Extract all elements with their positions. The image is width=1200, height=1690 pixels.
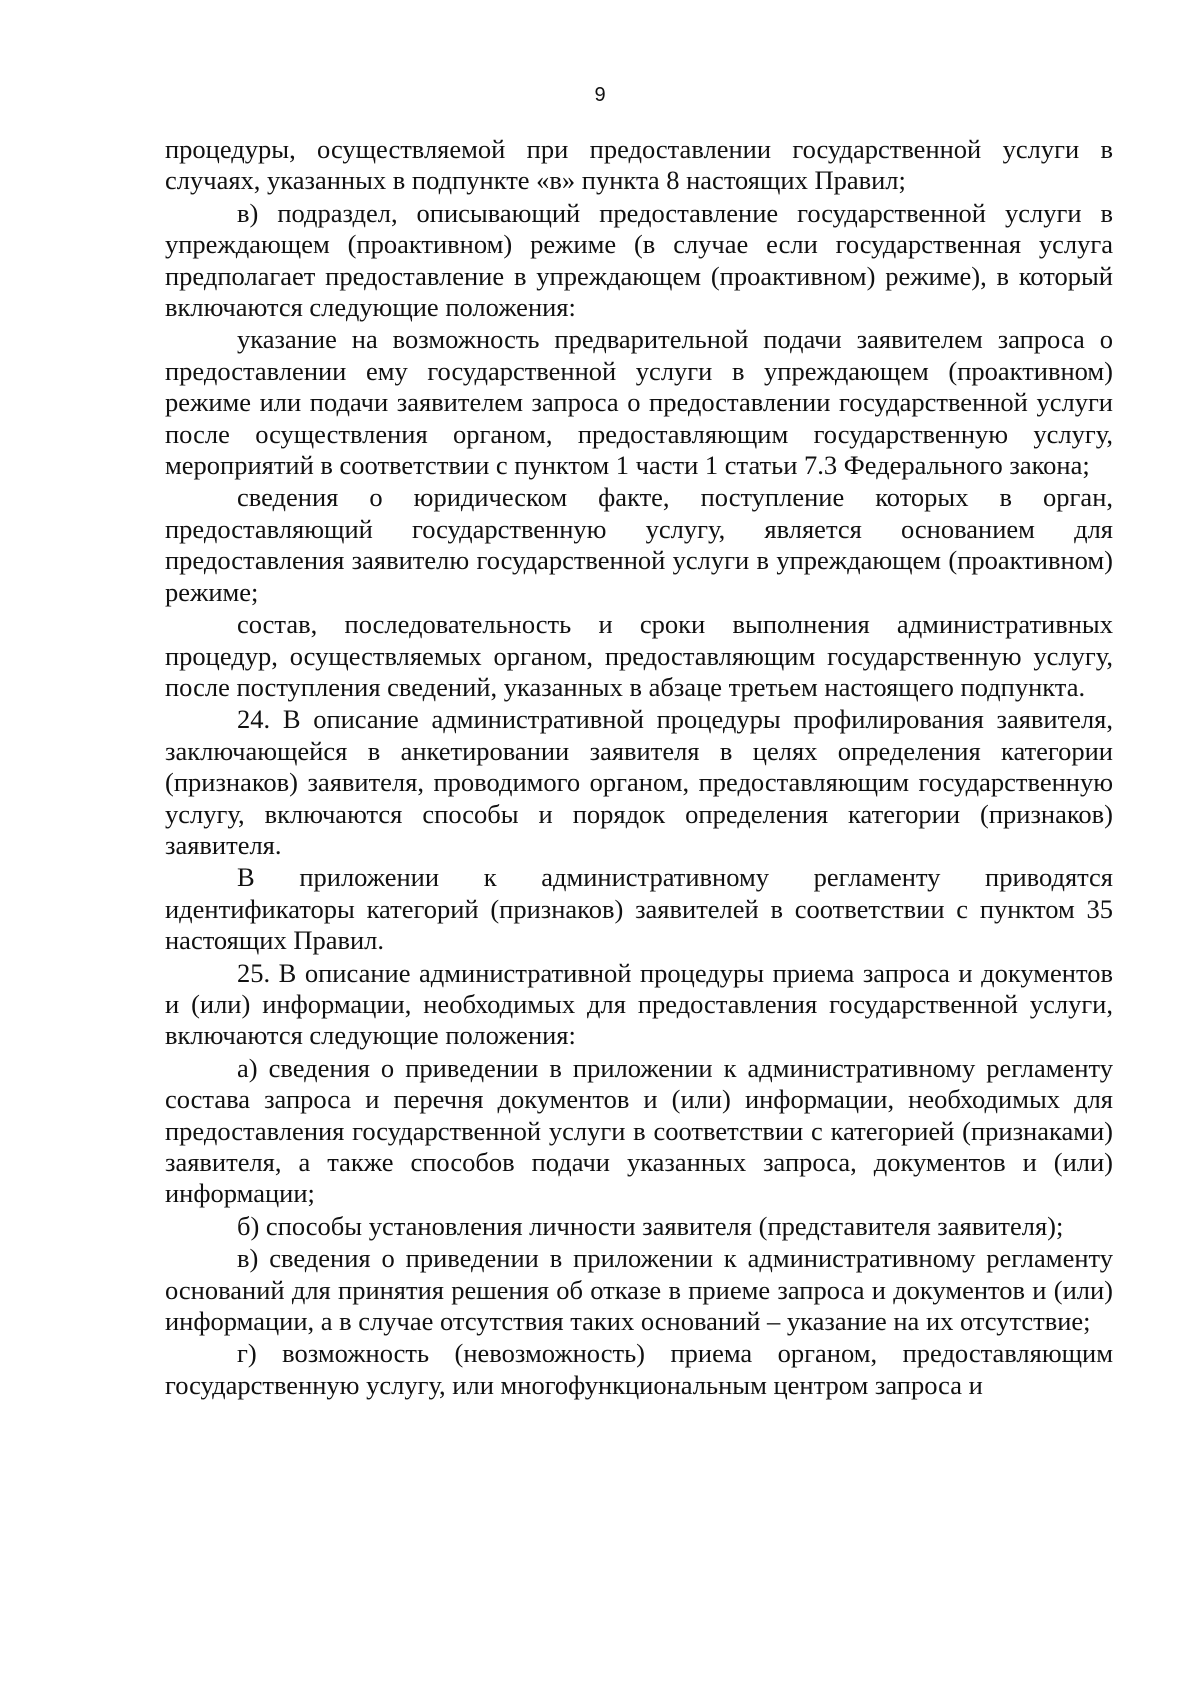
paragraph-item-24: 24. В описание административной процедуры профилирования заявителя, заключающейся в анкетировании заявителя в целях определения категории (признаков) заявителя, проводимого органом, предоставляющим государственную услугу, включаются способы и порядок определения категории (признаков) заявителя. [165,704,1113,860]
paragraph-subitem-g: г) возможность (невозможность) приема органом, предоставляющим государственную услугу, или многофункциональным центром запроса и [165,1338,1113,1400]
paragraph-indication: указание на возможность предварительной подачи заявителем запроса о предоставлении ему государственной услуги в упреждающем (проактивном) режиме или подачи заявителем запроса о предоставлении государственной услуги после осуществления органом, предоставляющим государственную услугу, мероприятий в соответствии с пунктом 1 части 1 статьи 7.3 Федерального закона; [165,324,1113,481]
paragraph-subitem-v: в) сведения о приведении в приложении к административному регламенту оснований для принятия решения об отказе в приеме запроса и документов и (или) информации, а в случае отсутствия таких оснований – указание на их отсутствие; [165,1243,1113,1337]
page-number: 9 [594,84,606,106]
paragraph-composition: состав, последовательность и сроки выполнения административных процедур, осуществляемых органом, предоставляющим государственную услугу, после поступления сведений, указанных в абзаце третьем настоящего подпункта. [165,609,1113,702]
paragraph-subitem-b: б) способы установления личности заявителя (представителя заявителя); [237,1210,1064,1241]
paragraph-item-25: 25. В описание административной процедуры приема запроса и документов и (или) информации, необходимых для предоставления государственной услуги, включаются следующие положения: [165,957,1113,1051]
paragraph-legal-fact: сведения о юридическом факте, поступление которых в орган, предоставляющий государственную услугу, является основанием для предоставления заявителю государственной услуги в упреждающем (проактивном) режиме; [165,482,1113,607]
paragraph-subitem-a: а) сведения о приведении в приложении к административному регламенту состава запроса и перечня документов и (или) информации, необходимых для предоставления государственной услуги в соответствии с категорией (признаками) заявителя, а также способов подачи указанных запроса, документов и (или) информации; [165,1052,1113,1209]
document-body [165,134,1113,1401]
paragraph-appendix-identifiers: В приложении к административному регламенту приводятся идентификаторы категорий (признаков) заявителей в соответствии с пунктом 35 настоящих Правил. [165,862,1113,956]
paragraph-continuation: процедуры, осуществляемой при предоставлении государственной услуги в случаях, указанных в подпункте «в» пункта 8 настоящих Правил; [165,134,1113,196]
paragraph-subitem-v-proactive: в) подраздел, описывающий предоставление государственной услуги в упреждающем (проактивном) режиме (в случае если государственная услуга предполагает предоставление в упреждающем (проактивном) режиме), в который включаются следующие положения: [165,197,1113,323]
